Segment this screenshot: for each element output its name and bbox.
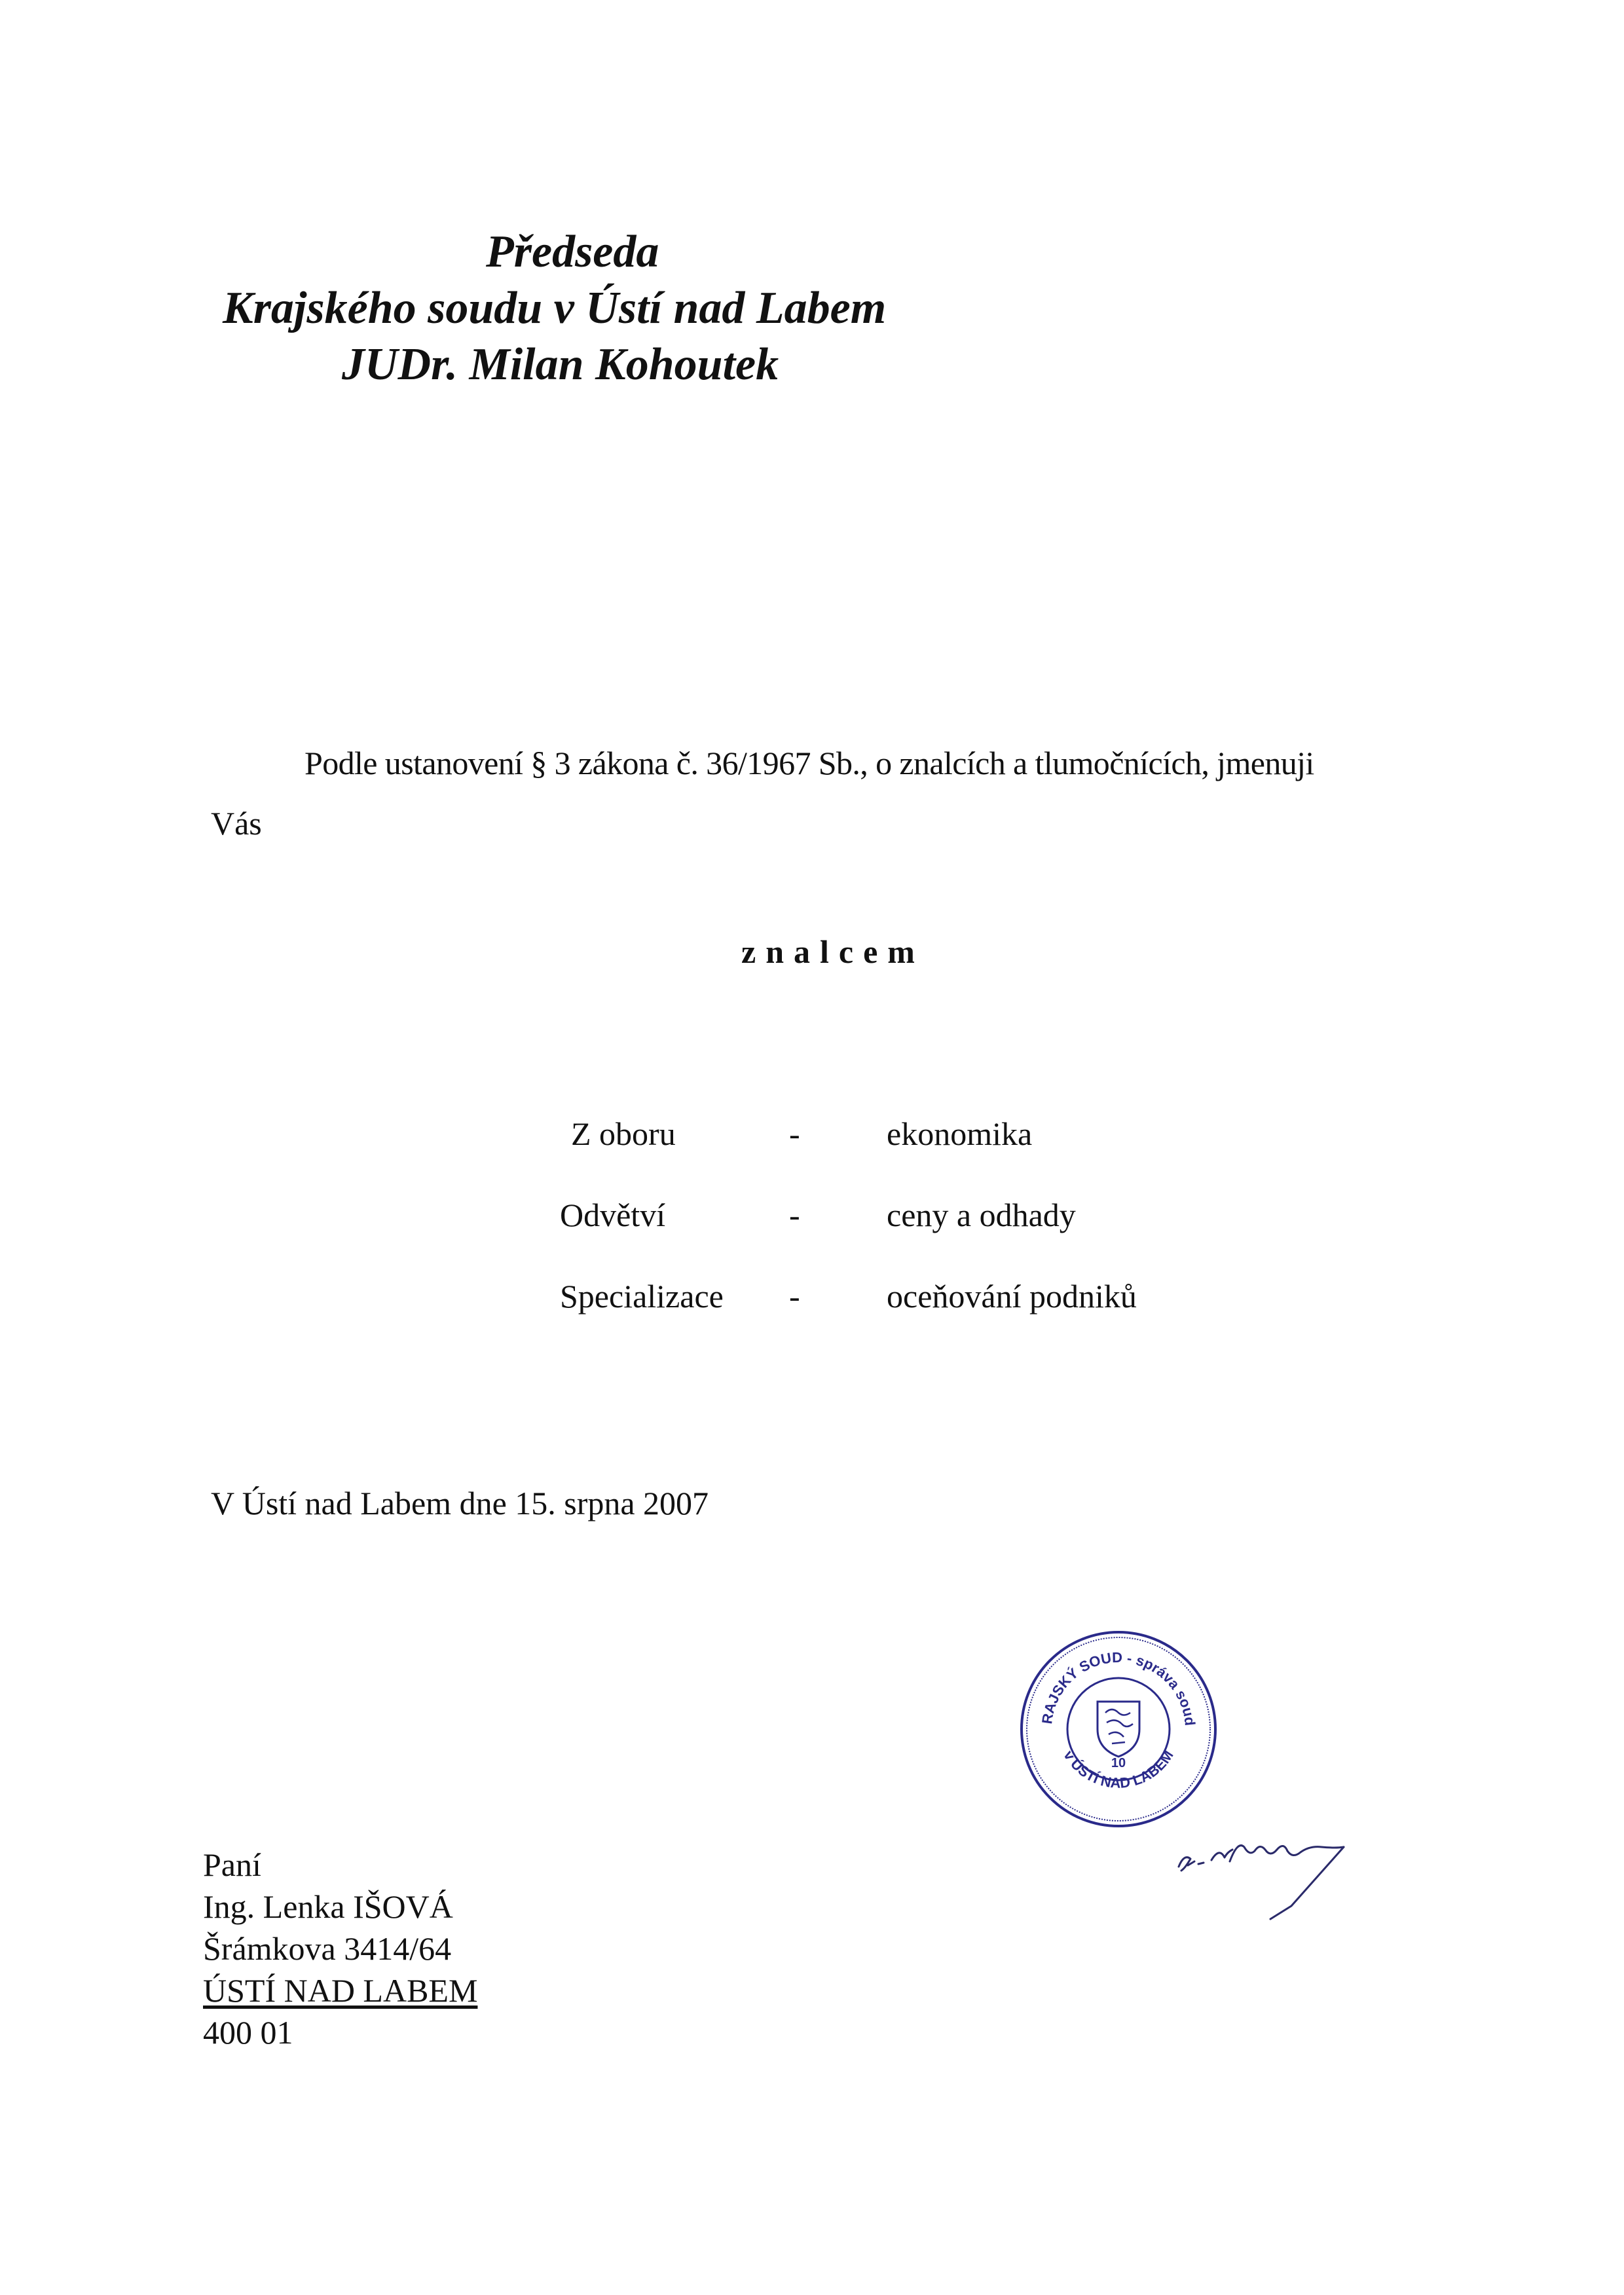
addressee-street: Šrámkova 3414/64 bbox=[203, 1930, 452, 1967]
field-label: Z oboru bbox=[571, 1115, 676, 1152]
addressee-salutation: Paní bbox=[203, 1846, 261, 1883]
court-stamp bbox=[1014, 1624, 1223, 1834]
date-line: V Ústí nad Labem dne 15. srpna 2007 bbox=[211, 1485, 709, 1521]
header-name: JUDr. Milan Kohoutek bbox=[342, 339, 779, 390]
stamp-text-top: RAJSKÝ SOUD - správa soud bbox=[1039, 1649, 1199, 1727]
stamp-number: 10 bbox=[1111, 1756, 1126, 1770]
stamp-text-bottom: v ÚSTÍ NAD LABEM bbox=[1060, 1747, 1177, 1791]
field-dash: - bbox=[789, 1115, 800, 1152]
addressee-city: ÚSTÍ NAD LABEM bbox=[203, 1972, 478, 2009]
intro-continuation: Vás bbox=[211, 805, 262, 842]
addressee-name: Ing. Lenka IŠOVÁ bbox=[203, 1888, 453, 1925]
stamp-seal-icon bbox=[1014, 1624, 1223, 1834]
intro-text: Podle ustanovení § 3 zákona č. 36/1967 Sb., o znalcích a tlumočnících, jmenuji bbox=[304, 745, 1314, 781]
field-dash: - bbox=[789, 1278, 800, 1315]
coat-of-arms-icon bbox=[1098, 1702, 1139, 1757]
signature bbox=[1172, 1827, 1395, 1939]
field-label: Specializace bbox=[560, 1278, 724, 1315]
field-label: Odvětví bbox=[560, 1197, 666, 1233]
appointment-title: znalcem bbox=[741, 933, 925, 970]
handwritten-signature-icon bbox=[1172, 1827, 1395, 1939]
field-value: oceňování podniků bbox=[887, 1278, 1137, 1315]
header-title: Předseda bbox=[486, 227, 659, 277]
header-court: Krajského soudu v Ústí nad Labem bbox=[223, 283, 887, 333]
addressee-zip: 400 01 bbox=[203, 2014, 293, 2051]
field-value: ceny a odhady bbox=[887, 1197, 1076, 1233]
field-value: ekonomika bbox=[887, 1115, 1033, 1152]
field-dash: - bbox=[789, 1197, 800, 1233]
